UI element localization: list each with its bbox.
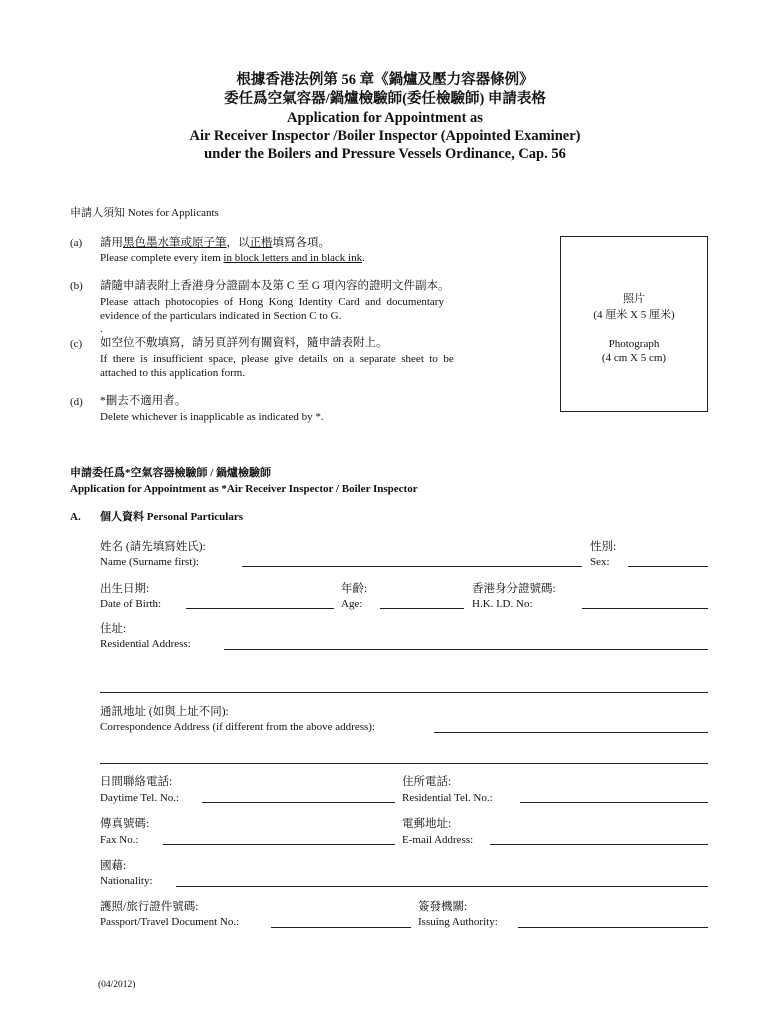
note-d-marker: (d) xyxy=(70,396,83,408)
nationality-field[interactable] xyxy=(176,886,708,887)
section-a-title xyxy=(100,510,243,524)
title-en-line3: under the Boilers and Pressure Vessels Ordinance, Cap. 56 xyxy=(204,146,566,162)
address-field-line1[interactable] xyxy=(224,649,708,650)
address-label-en: Residential Address: xyxy=(100,638,191,650)
correspondence-label-en: Correspondence Address (if different from the above address): xyxy=(100,721,376,733)
note-b-en1: Please attach photocopies of Hong Kong Identity Card and documentary xyxy=(100,296,444,308)
name-label-zh: 姓名 (請先填寫姓氏): xyxy=(100,541,206,553)
note-a-en-post: . xyxy=(362,252,365,264)
email-field[interactable] xyxy=(490,844,708,845)
email-label-zh: 電郵地址: xyxy=(402,818,452,830)
email-label-en: E-mail Address: xyxy=(402,834,474,846)
name-field[interactable] xyxy=(242,566,582,567)
hkid-field[interactable] xyxy=(582,608,708,609)
dob-label-zh: 出生日期: xyxy=(100,583,150,595)
daytime-tel-field[interactable] xyxy=(202,802,395,803)
age-label-en: Age: xyxy=(341,598,363,610)
passport-label-en: Passport/Travel Document No.: xyxy=(100,916,240,928)
note-d-en: Delete whichever is inapplicable as indicated by *. xyxy=(100,411,324,423)
notes-heading: 申請人須知 Notes for Applicants xyxy=(70,207,219,219)
title-zh-line1: 根據香港法例第 56 章《鍋爐及壓力容器條例》 xyxy=(236,72,534,88)
title-en-line1: Application for Appointment as xyxy=(287,110,483,126)
residential-tel-label-zh: 住所電話: xyxy=(402,776,452,788)
note-c-zh: 如空位不敷填寫，請另頁詳列有關資料，隨申請表附上。 xyxy=(100,337,388,349)
correspondence-label-zh: 通訊地址 (如與上址不同): xyxy=(100,706,229,718)
note-a-en-pre: Please complete every item xyxy=(100,252,224,264)
note-a-marker: (a) xyxy=(70,237,83,249)
address-field-line2[interactable] xyxy=(100,692,708,693)
passport-field[interactable] xyxy=(271,927,411,928)
issuing-authority-label-en: Issuing Authority: xyxy=(418,916,498,928)
section-a-title-en: Personal Particulars xyxy=(146,511,243,523)
photo-size-en: (4 cm X 5 cm) xyxy=(601,352,667,364)
daytime-tel-label-en: Daytime Tel. No.: xyxy=(100,792,180,804)
sex-label-zh: 性別: xyxy=(590,541,617,553)
note-a-zh xyxy=(100,236,330,250)
fax-field[interactable] xyxy=(163,844,395,845)
note-a-zh-post: 填寫各項。 xyxy=(272,237,330,249)
form-version-code: (04/2012) xyxy=(98,980,136,990)
note-b-marker: (b) xyxy=(70,280,83,292)
note-c-en1: If there is insufficient space, please give details on a separate sheet to be xyxy=(100,353,454,365)
note-a-zh-underline2: 正楷 xyxy=(249,237,273,249)
fax-label-zh: 傳真號碼: xyxy=(100,818,150,830)
photo-size-zh: (4 厘米 X 5 厘米) xyxy=(593,309,675,321)
sex-label-en: Sex: xyxy=(590,556,610,568)
residential-tel-field[interactable] xyxy=(520,802,708,803)
note-b-en2: evidence of the particulars indicated in Section C to G. xyxy=(100,310,342,322)
section-a-marker: A. xyxy=(70,511,81,523)
photo-label-en: Photograph xyxy=(608,338,660,350)
hkid-label-zh: 香港身分證號碼: xyxy=(472,583,556,595)
dob-field[interactable] xyxy=(186,608,334,609)
age-field[interactable] xyxy=(380,608,464,609)
sex-field[interactable] xyxy=(628,566,708,567)
nationality-label-zh: 國藉: xyxy=(100,860,127,872)
issuing-authority-field[interactable] xyxy=(518,927,708,928)
title-zh-line2: 委任爲空氣容器/鍋爐檢驗師(委任檢驗師) 申請表格 xyxy=(224,91,546,107)
issuing-authority-label-zh: 簽發機關: xyxy=(418,901,468,913)
dob-label-en: Date of Birth: xyxy=(100,598,162,610)
note-a-en xyxy=(100,251,365,265)
note-b-zh: 請隨申請表附上香港身分證副本及第 C 至 G 項內容的證明文件副本。 xyxy=(100,280,450,292)
daytime-tel-label-zh: 日間聯絡電話: xyxy=(100,776,173,788)
note-b-extra: . xyxy=(100,323,103,335)
note-a-zh-mid: ，以 xyxy=(226,237,250,249)
fax-label-en: Fax No.: xyxy=(100,834,139,846)
section-a-title-zh: 個人資料 xyxy=(100,511,144,523)
address-label-zh: 住址: xyxy=(100,623,127,635)
note-c-marker: (c) xyxy=(70,338,83,350)
name-label-en: Name (Surname first): xyxy=(100,556,199,568)
age-label-zh: 年齡: xyxy=(341,583,368,595)
application-heading-zh: 申請委任爲*空氣容器檢驗師 / 鍋爐檢驗師 xyxy=(70,467,272,479)
note-a-zh-underline1: 黑色墨水筆或原子筆 xyxy=(123,237,227,249)
note-d-zh: *刪去不適用者。 xyxy=(100,395,187,407)
application-heading-en: Application for Appointment as *Air Receiver Inspector / Boiler Inspector xyxy=(70,483,418,495)
photo-box xyxy=(560,236,708,412)
passport-label-zh: 護照/旅行證件號碼: xyxy=(100,901,199,913)
note-a-zh-pre: 請用 xyxy=(100,237,123,249)
correspondence-field-line1[interactable] xyxy=(434,732,708,733)
photo-label-zh: 照片 xyxy=(623,293,645,305)
nationality-label-en: Nationality: xyxy=(100,875,153,887)
note-a-en-underline: in block letters and in black ink xyxy=(223,252,363,264)
hkid-label-en: H.K. I.D. No: xyxy=(472,598,533,610)
title-en-line2: Air Receiver Inspector /Boiler Inspector (Appointed Examiner) xyxy=(189,128,581,144)
note-c-en2: attached to this application form. xyxy=(100,367,246,379)
residential-tel-label-en: Residential Tel. No.: xyxy=(402,792,493,804)
correspondence-field-line2[interactable] xyxy=(100,763,708,764)
